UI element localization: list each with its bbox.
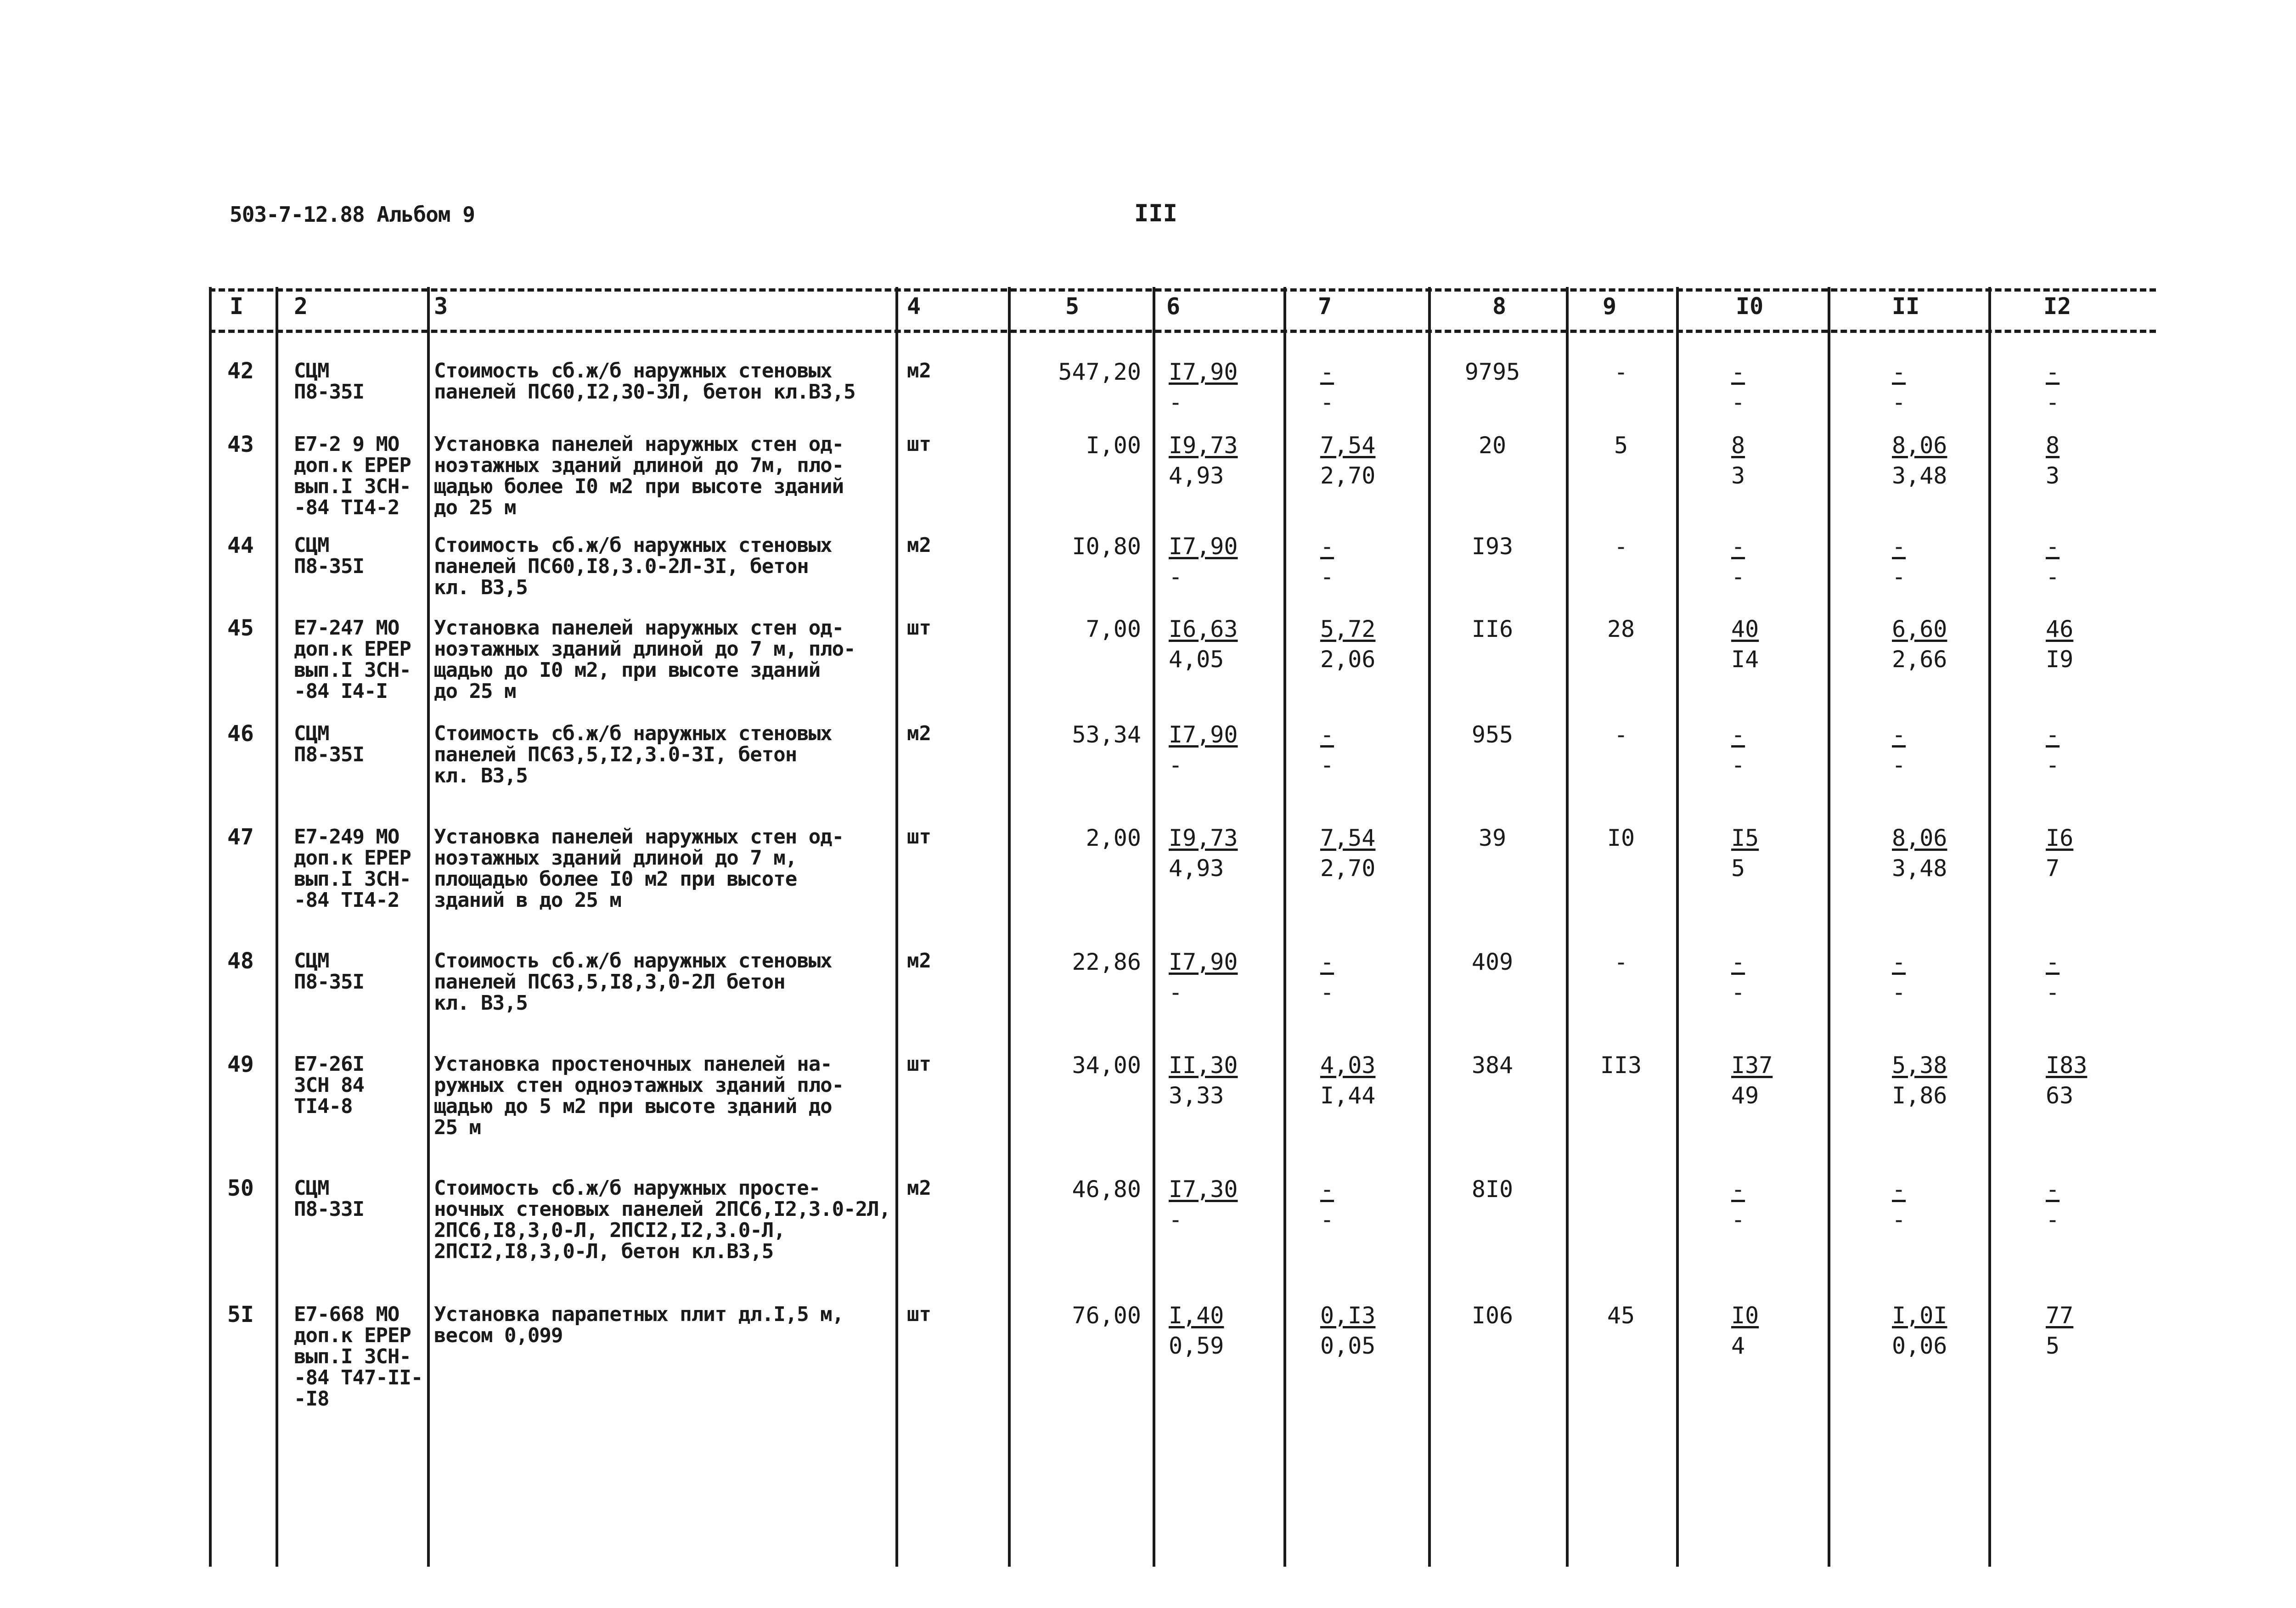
column-12-value [2046,430,2060,491]
unit-wage [1320,1174,1334,1235]
column-11-value [1892,1300,1947,1361]
unit-wage [1320,823,1375,883]
unit-wage-numerator: - [1320,949,1334,975]
quantity: I,00 [1086,432,1141,459]
column-10-value-numerator: I5 [1731,825,1759,851]
unit-cost [1169,430,1238,491]
column-header: 2 [294,293,308,320]
total-cost: 8I0 [1471,1176,1514,1203]
column-10-value-denominator: 49 [1731,1082,1759,1109]
row-number: 42 [227,358,254,384]
row-number: 47 [227,824,254,850]
column-11-value-numerator: - [1892,721,1906,748]
column-12-value-numerator: I6 [2046,825,2074,851]
column-10-value [1731,1300,1759,1361]
column-9-value: I0 [1607,825,1635,851]
column-12-value [2046,947,2060,1007]
work-description: Установка панелей наружных стен од- ноэтажных зданий длиной до 7м, пло- щадью более I0 м2 при высоте зданий до 25 м [434,433,844,519]
quantity: 76,00 [1072,1302,1141,1329]
column-12-value-denominator: 3 [2046,462,2060,489]
unit-cost-denominator: - [1169,563,1183,590]
unit-cost [1169,1050,1238,1111]
column-12-value [2046,823,2073,883]
unit-wage-numerator: - [1320,533,1334,560]
work-description: Стоимость сб.ж/б наружных стеновых панелей ПС63,5,I2,3.0-3I, бетон кл. В3,5 [434,722,832,787]
column-12-value [2046,531,2060,592]
column-9-value: - [1614,949,1628,975]
column-header: I0 [1736,293,1764,320]
unit-cost-denominator: 4,05 [1169,646,1224,673]
unit-cost-numerator: II,30 [1169,1052,1238,1079]
column-10-value-numerator: - [1731,949,1745,975]
row-number: 48 [227,948,254,974]
unit-wage [1320,430,1375,491]
total-cost: 9795 [1464,359,1520,385]
header-rule [209,288,2156,292]
row-number: 44 [227,533,254,558]
column-11-value-denominator: - [1892,389,1906,416]
column-12-value-denominator: - [2046,389,2060,416]
unit-wage [1320,357,1334,417]
column-12-value-numerator: - [2046,533,2060,560]
column-10-value-numerator: - [1731,359,1745,385]
column-12-value-denominator: - [2046,563,2060,590]
column-11-value-numerator: - [1892,949,1906,975]
unit-cost-numerator: I,40 [1169,1302,1224,1329]
column-12-value-denominator: - [2046,1206,2060,1233]
row-number: 50 [227,1175,254,1201]
unit-cost [1169,614,1238,675]
row-number: 45 [227,615,254,641]
unit-cost-numerator: I6,63 [1169,616,1238,642]
column-12-value [2046,357,2060,417]
column-11-value-numerator: I,0I [1892,1302,1947,1329]
column-divider [895,287,898,1567]
column-9-value: 28 [1607,616,1635,642]
unit-of-measure: шт [907,1052,931,1076]
unit-cost-numerator: I7,30 [1169,1176,1238,1203]
column-10-value-denominator: - [1731,389,1745,416]
unit-cost-numerator: I9,73 [1169,432,1238,459]
unit-wage-numerator: 5,72 [1320,616,1376,642]
column-9-value: II3 [1600,1052,1642,1079]
column-11-value-denominator: 2,66 [1892,646,1947,673]
unit-wage-numerator: 4,03 [1320,1052,1376,1079]
unit-cost-denominator: - [1169,1206,1183,1233]
column-10-value [1731,531,1745,592]
unit-wage-numerator: - [1320,1176,1334,1203]
unit-of-measure: шт [907,825,931,849]
column-11-value-denominator: - [1892,752,1906,778]
norm-code: Е7-247 МО доп.к ЕРЕР вып.I ЗСН- -84 I4-I [294,616,411,703]
column-12-value [2046,720,2060,780]
unit-wage-denominator: 2,06 [1320,646,1376,673]
column-divider [1428,287,1431,1567]
work-description: Установка панелей наружных стен од- ноэтажных зданий длиной до 7 м, площадью более I0 м2 при высоте зданий в до 25 м [434,825,844,912]
column-11-value-denominator: 0,06 [1892,1333,1947,1359]
column-9-value: - [1614,721,1628,748]
column-12-value-numerator: - [2046,359,2060,385]
total-cost: 20 [1478,432,1507,459]
column-11-value-denominator: - [1892,563,1906,590]
unit-wage-numerator: - [1320,359,1334,385]
quantity: 7,00 [1086,616,1141,642]
row-number: 49 [227,1051,254,1077]
column-header: 4 [907,293,921,320]
column-10-value-numerator: - [1731,1176,1745,1203]
unit-wage [1320,1300,1375,1361]
unit-wage-numerator: 7,54 [1320,825,1376,851]
unit-wage [1320,531,1334,592]
total-cost: I06 [1471,1302,1514,1329]
column-header: 7 [1318,293,1332,320]
column-12-value [2046,1300,2073,1361]
unit-cost-denominator: - [1169,979,1183,1006]
unit-cost-denominator: 3,33 [1169,1082,1224,1109]
row-number: 5I [227,1302,254,1327]
unit-wage-denominator: - [1320,1206,1334,1233]
norm-code: Е7-668 МО доп.к ЕРЕР вып.I ЗСН- -84 T47-II- -I8 [294,1303,423,1411]
work-description: Стоимость сб.ж/б наружных стеновых панелей ПС60,I2,30-3Л, бетон кл.В3,5 [434,359,855,404]
unit-cost-denominator: 4,93 [1169,855,1224,882]
unit-cost-denominator: 4,93 [1169,462,1224,489]
column-10-value [1731,357,1745,417]
quantity: 34,00 [1072,1052,1141,1079]
column-11-value [1892,1050,1947,1111]
column-12-value-denominator: 7 [2046,855,2060,882]
unit-cost-numerator: I7,90 [1169,721,1238,748]
unit-wage-denominator: 2,70 [1320,855,1376,882]
row-number: 43 [227,432,254,457]
unit-wage-numerator: 7,54 [1320,432,1376,459]
column-12-value-denominator: - [2046,979,2060,1006]
column-11-value [1892,430,1947,491]
unit-cost [1169,1300,1224,1361]
page-number: III [1134,200,1177,227]
unit-of-measure: шт [907,433,931,456]
unit-wage-denominator: I,44 [1320,1082,1376,1109]
column-header: 9 [1603,293,1617,320]
unit-of-measure: м2 [907,1176,931,1200]
column-11-value-denominator: 3,48 [1892,855,1947,882]
column-12-value-denominator: I9 [2046,646,2074,673]
column-11-value-numerator: - [1892,533,1906,560]
column-10-value-numerator: I37 [1731,1052,1773,1079]
column-12-value-denominator: 5 [2046,1333,2060,1359]
column-10-value-denominator: - [1731,979,1745,1006]
column-12-value [2046,1050,2087,1111]
unit-wage-denominator: - [1320,563,1334,590]
quantity: 2,00 [1086,825,1141,851]
column-12-value-numerator: 46 [2046,616,2074,642]
column-11-value-numerator: - [1892,1176,1906,1203]
column-10-value-denominator: - [1731,563,1745,590]
unit-wage-denominator: - [1320,979,1334,1006]
column-divider [1828,287,1830,1567]
total-cost: I93 [1471,533,1514,560]
column-12-value-numerator: - [2046,949,2060,975]
column-divider [1988,287,1991,1567]
column-10-value-numerator: - [1731,721,1745,748]
column-10-value-denominator: 3 [1731,462,1745,489]
total-cost: 39 [1478,825,1507,851]
column-11-value-denominator: - [1892,1206,1906,1233]
unit-cost-numerator: I7,90 [1169,949,1238,975]
column-12-value [2046,1174,2060,1235]
column-header: II [1892,293,1920,320]
column-11-value [1892,947,1906,1007]
column-12-value-numerator: I83 [2046,1052,2088,1079]
unit-wage [1320,947,1334,1007]
column-10-value [1731,720,1745,780]
column-10-value [1731,823,1759,883]
column-11-value-denominator: - [1892,979,1906,1006]
column-11-value-numerator: 6,60 [1892,616,1947,642]
quantity: 547,20 [1058,359,1141,385]
unit-cost [1169,720,1238,780]
column-10-value [1731,1174,1745,1235]
column-10-value [1731,947,1745,1007]
column-11-value-numerator: 8,06 [1892,825,1947,851]
total-cost: 384 [1471,1052,1514,1079]
row-number: 46 [227,721,254,747]
unit-of-measure: м2 [907,949,931,973]
unit-wage [1320,720,1334,780]
column-10-value-numerator: 40 [1731,616,1759,642]
column-divider [1153,287,1155,1567]
unit-wage-denominator: - [1320,752,1334,778]
work-description: Установка панелей наружных стен од- ноэтажных зданий длиной до 7 м, пло- щадью до I0 м2, при высоте зданий до 25 м [434,616,855,703]
column-12-value-denominator: - [2046,752,2060,778]
unit-wage-numerator: - [1320,721,1334,748]
quantity: 46,80 [1072,1176,1141,1203]
column-11-value [1892,614,1947,675]
column-11-value [1892,823,1947,883]
column-header: 6 [1166,293,1181,320]
work-description: Стоимость сб.ж/б наружных стеновых панелей ПС60,I8,3.0-2Л-3I, бетон кл. В3,5 [434,534,832,599]
unit-cost [1169,947,1238,1007]
column-12-value-numerator: - [2046,721,2060,748]
column-header: 5 [1065,293,1080,320]
work-description: Установка парапетных плит дл.I,5 м, весом 0,099 [434,1303,844,1347]
column-11-value-numerator: - [1892,359,1906,385]
column-12-value-numerator: 77 [2046,1302,2074,1329]
column-10-value-numerator: 8 [1731,432,1745,459]
column-11-value [1892,720,1906,780]
unit-wage [1320,1050,1375,1111]
column-10-value-denominator: 5 [1731,855,1745,882]
unit-of-measure: м2 [907,359,931,382]
unit-cost [1169,1174,1238,1235]
unit-wage [1320,614,1375,675]
column-10-value [1731,1050,1773,1111]
column-9-value: 5 [1614,432,1628,459]
norm-code: Е7-26I ЗСН 84 TI4-8 [294,1052,364,1118]
unit-cost [1169,823,1238,883]
unit-cost-denominator: - [1169,752,1183,778]
quantity: I0,80 [1072,533,1141,560]
unit-cost-numerator: I9,73 [1169,825,1238,851]
work-description: Стоимость сб.ж/б наружных просте- ночных стеновых панелей 2ПС6,I2,3.0-2Л, 2ПС6,I8,3,0-Л, 2ПСI2,I2,3.0-Л, 2ПСI2,I8,3,0-Л, бетон кл.В3,5 [434,1176,891,1263]
total-cost: II6 [1471,616,1514,642]
column-header: I2 [2043,293,2071,320]
column-10-value-denominator: - [1731,1206,1745,1233]
column-header: 8 [1492,293,1507,320]
unit-cost [1169,531,1238,592]
unit-wage-denominator: 2,70 [1320,462,1376,489]
unit-cost-numerator: I7,90 [1169,533,1238,560]
column-11-value-denominator: I,86 [1892,1082,1947,1109]
column-divider [1566,287,1569,1567]
column-header: I [230,293,244,320]
unit-cost-denominator: - [1169,389,1183,416]
norm-code: СЦМ П8-35I [294,949,364,994]
column-11-value [1892,531,1906,592]
unit-cost [1169,357,1238,417]
unit-cost-denominator: 0,59 [1169,1333,1224,1359]
column-9-value: - [1614,359,1628,385]
column-11-value [1892,357,1906,417]
column-10-value-numerator: - [1731,533,1745,560]
column-divider [1008,287,1011,1567]
column-11-value-denominator: 3,48 [1892,462,1947,489]
column-divider [427,287,430,1567]
column-divider [276,287,278,1567]
norm-code: Е7-249 МО доп.к ЕРЕР вып.I ЗСН- -84 TI4-2 [294,825,411,912]
column-10-value-denominator: 4 [1731,1333,1745,1359]
unit-of-measure: м2 [907,722,931,745]
unit-of-measure: шт [907,1303,931,1326]
unit-wage-numerator: 0,I3 [1320,1302,1376,1329]
column-9-value: - [1614,533,1628,560]
unit-wage-denominator: 0,05 [1320,1333,1376,1359]
column-header: 3 [434,293,448,320]
quantity: 53,34 [1072,721,1141,748]
total-cost: 955 [1471,721,1514,748]
unit-of-measure: шт [907,616,931,640]
column-10-value [1731,430,1745,491]
column-9-value: 45 [1607,1302,1635,1329]
column-divider [1283,287,1286,1567]
norm-code: СЦМ П8-33I [294,1176,364,1221]
column-10-value [1731,614,1759,675]
column-divider [209,287,212,1567]
norm-code: СЦМ П8-35I [294,359,364,404]
column-10-value-denominator: - [1731,752,1745,778]
quantity: 22,86 [1072,949,1141,975]
work-description: Установка простеночных панелей на- ружных стен одноэтажных зданий пло- щадью до 5 м2 при высоте зданий до 25 м [434,1052,844,1139]
header-rule [209,330,2156,333]
unit-of-measure: м2 [907,534,931,557]
column-12-value [2046,614,2073,675]
column-11-value-numerator: 5,38 [1892,1052,1947,1079]
total-cost: 409 [1471,949,1514,975]
norm-code: СЦМ П8-35I [294,722,364,766]
norm-code: СЦМ П8-35I [294,534,364,578]
work-description: Стоимость сб.ж/б наружных стеновых панелей ПС63,5,I8,3,0-2Л бетон кл. В3,5 [434,949,832,1015]
document-code: 503-7-12.88 Альбом 9 [230,202,475,227]
column-12-value-denominator: 63 [2046,1082,2074,1109]
column-12-value-numerator: - [2046,1176,2060,1203]
unit-wage-denominator: - [1320,389,1334,416]
column-10-value-denominator: I4 [1731,646,1759,673]
column-divider [1676,287,1679,1567]
column-12-value-numerator: 8 [2046,432,2060,459]
column-11-value [1892,1174,1906,1235]
unit-cost-numerator: I7,90 [1169,359,1238,385]
norm-code: Е7-2 9 МО доп.к ЕРЕР вып.I ЗСН- -84 TI4-2 [294,433,411,519]
column-10-value-numerator: I0 [1731,1302,1759,1329]
column-11-value-numerator: 8,06 [1892,432,1947,459]
